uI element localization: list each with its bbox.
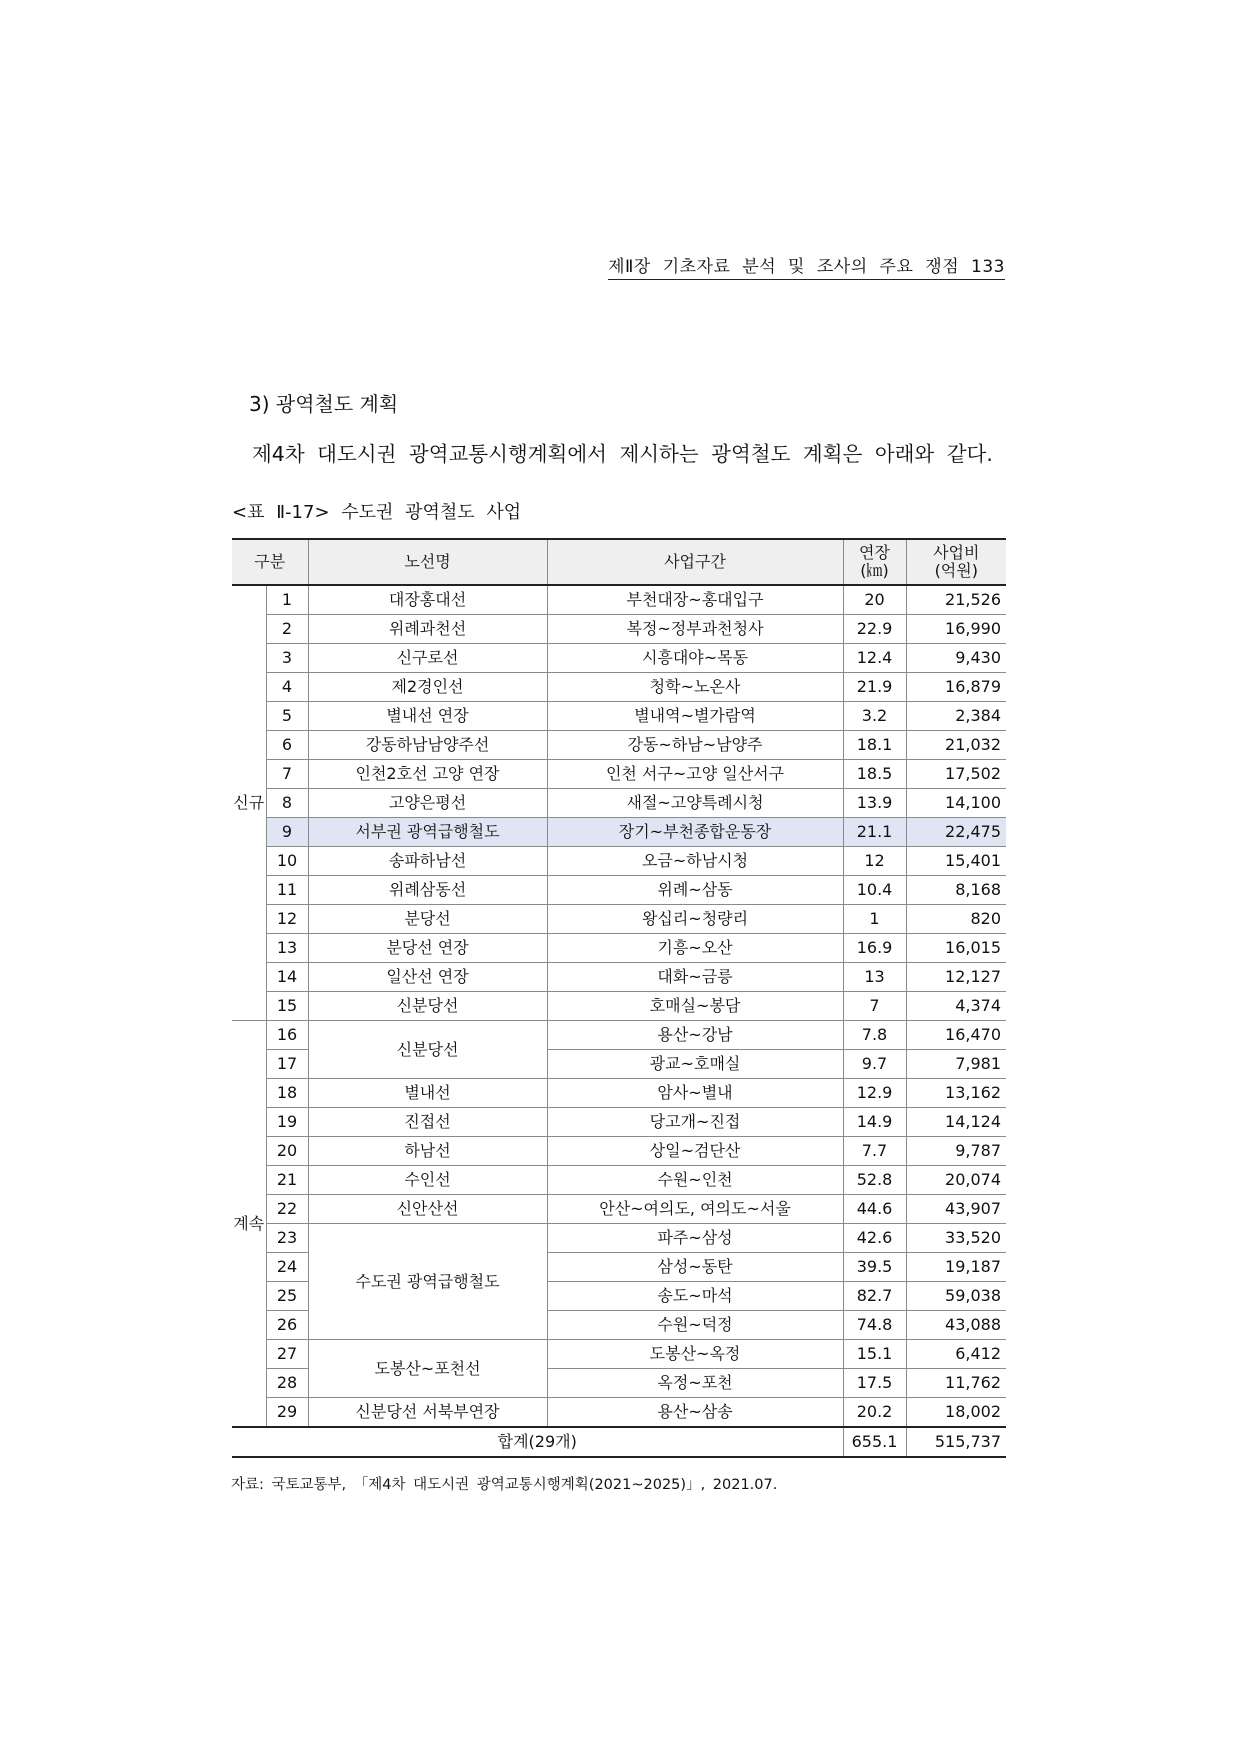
row-no: 27 [266,1340,308,1369]
row-no: 26 [266,1311,308,1340]
table-row [232,1021,1006,1050]
table-row [232,876,1006,905]
table-row [232,644,1006,673]
row-line: 도봉산~포천선 [308,1340,547,1398]
rail-projects-table [232,538,1006,1458]
row-section: 도봉산~옥정 [547,1340,843,1369]
row-length: 3.2 [843,702,906,731]
header-cost-unit: (억원) [934,561,978,580]
row-length: 16.9 [843,934,906,963]
row-length: 7.7 [843,1137,906,1166]
row-no: 19 [266,1108,308,1137]
table-row [232,905,1006,934]
row-section: 송도~마석 [547,1282,843,1311]
category-new: 신규 [232,585,266,1021]
row-cost: 6,412 [906,1340,1006,1369]
row-line: 일산선 연장 [308,963,547,992]
row-length: 52.8 [843,1166,906,1195]
row-cost: 12,127 [906,963,1006,992]
row-section: 호매실~봉담 [547,992,843,1021]
row-no: 29 [266,1398,308,1428]
row-cost: 16,470 [906,1021,1006,1050]
row-no: 23 [266,1224,308,1253]
row-section: 부천대장~홍대입구 [547,585,843,615]
row-line: 하남선 [308,1137,547,1166]
row-line: 강동하남남양주선 [308,731,547,760]
row-no: 17 [266,1050,308,1079]
row-cost: 4,374 [906,992,1006,1021]
table-row [232,1079,1006,1108]
row-length: 21.9 [843,673,906,702]
row-cost: 43,088 [906,1311,1006,1340]
row-length: 10.4 [843,876,906,905]
row-length: 9.7 [843,1050,906,1079]
row-cost: 59,038 [906,1282,1006,1311]
row-no: 1 [266,585,308,615]
row-cost: 21,526 [906,585,1006,615]
body-text: 제4차 대도시권 광역교통시행계획에서 제시하는 광역철도 계획은 아래와 같다. [252,442,993,466]
row-cost: 33,520 [906,1224,1006,1253]
row-section: 광교~호매실 [547,1050,843,1079]
row-section: 시흥대야~목동 [547,644,843,673]
row-line: 고양은평선 [308,789,547,818]
row-length: 13.9 [843,789,906,818]
row-length: 7 [843,992,906,1021]
row-section: 암사~별내 [547,1079,843,1108]
header-section: 사업구간 [547,539,843,585]
table-row [232,963,1006,992]
row-section: 위례~삼동 [547,876,843,905]
row-no: 25 [266,1282,308,1311]
category-continuing: 계속 [232,1021,266,1428]
row-length: 17.5 [843,1369,906,1398]
row-cost: 820 [906,905,1006,934]
table-row [232,1108,1006,1137]
row-no: 22 [266,1195,308,1224]
row-section: 강동~하남~남양주 [547,731,843,760]
row-line: 분당선 [308,905,547,934]
row-no: 3 [266,644,308,673]
row-cost: 14,100 [906,789,1006,818]
row-section: 장기~부천종합운동장 [547,818,843,847]
row-line: 수도권 광역급행철도 [308,1224,547,1340]
row-no: 13 [266,934,308,963]
source-note: 자료: 국토교통부, 「제4차 대도시권 광역교통시행계획(2021~2025)」, 2021.07. [231,1477,778,1493]
row-section: 기흥~오산 [547,934,843,963]
table-row-highlighted [232,818,1006,847]
row-line: 인천2호선 고양 연장 [308,760,547,789]
row-length: 7.8 [843,1021,906,1050]
table-row [232,992,1006,1021]
row-no: 20 [266,1137,308,1166]
row-no: 7 [266,760,308,789]
row-length: 18.1 [843,731,906,760]
row-length: 12.9 [843,1079,906,1108]
row-cost: 16,879 [906,673,1006,702]
row-section: 청학~노온사 [547,673,843,702]
row-cost: 20,074 [906,1166,1006,1195]
row-length: 1 [843,905,906,934]
table-row [232,1224,1006,1253]
table-caption: <표 Ⅱ-17> 수도권 광역철도 사업 [232,502,522,523]
row-line: 별내선 연장 [308,702,547,731]
row-section: 당고개~진접 [547,1108,843,1137]
row-length: 82.7 [843,1282,906,1311]
table-row [232,789,1006,818]
row-cost: 22,475 [906,818,1006,847]
row-section: 새절~고양특례시청 [547,789,843,818]
page-header: 제Ⅱ장 기초자료 분석 및 조사의 주요 쟁점 133 [608,252,1005,280]
row-no: 24 [266,1253,308,1282]
row-section: 수원~덕정 [547,1311,843,1340]
row-cost: 21,032 [906,731,1006,760]
row-section: 삼성~동탄 [547,1253,843,1282]
row-no: 10 [266,847,308,876]
row-length: 12 [843,847,906,876]
row-line: 진접선 [308,1108,547,1137]
row-cost: 17,502 [906,760,1006,789]
row-line: 제2경인선 [308,673,547,702]
row-length: 74.8 [843,1311,906,1340]
row-no: 21 [266,1166,308,1195]
row-length: 21.1 [843,818,906,847]
table-row [232,1166,1006,1195]
row-section: 상일~검단산 [547,1137,843,1166]
row-section: 오금~하남시청 [547,847,843,876]
header-line-name: 노선명 [308,539,547,585]
row-section: 용산~강남 [547,1021,843,1050]
row-no: 9 [266,818,308,847]
header-cost-label: 사업비 [933,543,980,562]
row-no: 8 [266,789,308,818]
row-length: 42.6 [843,1224,906,1253]
table-row [232,847,1006,876]
header-category: 구분 [232,539,308,585]
table-row [232,1398,1006,1428]
total-cost: 515,737 [906,1427,1006,1457]
row-cost: 9,787 [906,1137,1006,1166]
row-length: 13 [843,963,906,992]
table-row [232,585,1006,615]
row-length: 15.1 [843,1340,906,1369]
row-no: 28 [266,1369,308,1398]
row-no: 11 [266,876,308,905]
row-length: 39.5 [843,1253,906,1282]
row-section: 옥정~포천 [547,1369,843,1398]
row-line: 신분당선 서북부연장 [308,1398,547,1428]
row-length: 20 [843,585,906,615]
row-line: 분당선 연장 [308,934,547,963]
row-line: 대장홍대선 [308,585,547,615]
section-heading: 3) 광역철도 계획 [249,392,399,416]
table-row [232,1137,1006,1166]
row-no: 6 [266,731,308,760]
row-section: 복정~정부과천청사 [547,615,843,644]
row-cost: 16,015 [906,934,1006,963]
row-no: 16 [266,1021,308,1050]
row-cost: 14,124 [906,1108,1006,1137]
row-length: 12.4 [843,644,906,673]
header-length-unit: (㎞) [860,561,889,580]
row-cost: 18,002 [906,1398,1006,1428]
row-no: 12 [266,905,308,934]
row-section: 별내역~별가람역 [547,702,843,731]
row-cost: 15,401 [906,847,1006,876]
row-cost: 43,907 [906,1195,1006,1224]
row-cost: 8,168 [906,876,1006,905]
row-length: 22.9 [843,615,906,644]
row-section: 인천 서구~고양 일산서구 [547,760,843,789]
row-cost: 13,162 [906,1079,1006,1108]
row-line: 신구로선 [308,644,547,673]
row-line: 신안산선 [308,1195,547,1224]
header-length-label: 연장 [859,543,890,562]
row-no: 5 [266,702,308,731]
row-line: 서부권 광역급행철도 [308,818,547,847]
row-no: 18 [266,1079,308,1108]
table-row [232,934,1006,963]
header-cost [906,539,1006,585]
total-row [232,1427,1006,1457]
table-header-row [232,539,1006,585]
row-length: 18.5 [843,760,906,789]
table-row [232,731,1006,760]
row-section: 왕십리~청량리 [547,905,843,934]
row-line: 송파하남선 [308,847,547,876]
row-line: 별내선 [308,1079,547,1108]
row-no: 2 [266,615,308,644]
row-cost: 16,990 [906,615,1006,644]
table-row [232,615,1006,644]
row-cost: 7,981 [906,1050,1006,1079]
table-row [232,1195,1006,1224]
row-line: 신분당선 [308,1021,547,1079]
row-cost: 9,430 [906,644,1006,673]
total-label: 합계(29개) [232,1427,843,1457]
row-line: 신분당선 [308,992,547,1021]
total-length: 655.1 [843,1427,906,1457]
row-cost: 19,187 [906,1253,1006,1282]
row-section: 용산~삼송 [547,1398,843,1428]
row-length: 14.9 [843,1108,906,1137]
table-row [232,673,1006,702]
table-row [232,702,1006,731]
row-section: 파주~삼성 [547,1224,843,1253]
row-section: 수원~인천 [547,1166,843,1195]
row-length: 44.6 [843,1195,906,1224]
row-line: 위례삼동선 [308,876,547,905]
row-section: 대화~금릉 [547,963,843,992]
row-no: 14 [266,963,308,992]
row-cost: 11,762 [906,1369,1006,1398]
row-no: 15 [266,992,308,1021]
table-row [232,1340,1006,1369]
row-no: 4 [266,673,308,702]
row-line: 수인선 [308,1166,547,1195]
table-row [232,760,1006,789]
header-length [843,539,906,585]
row-cost: 2,384 [906,702,1006,731]
row-length: 20.2 [843,1398,906,1428]
row-line: 위례과천선 [308,615,547,644]
row-section: 안산~여의도, 여의도~서울 [547,1195,843,1224]
